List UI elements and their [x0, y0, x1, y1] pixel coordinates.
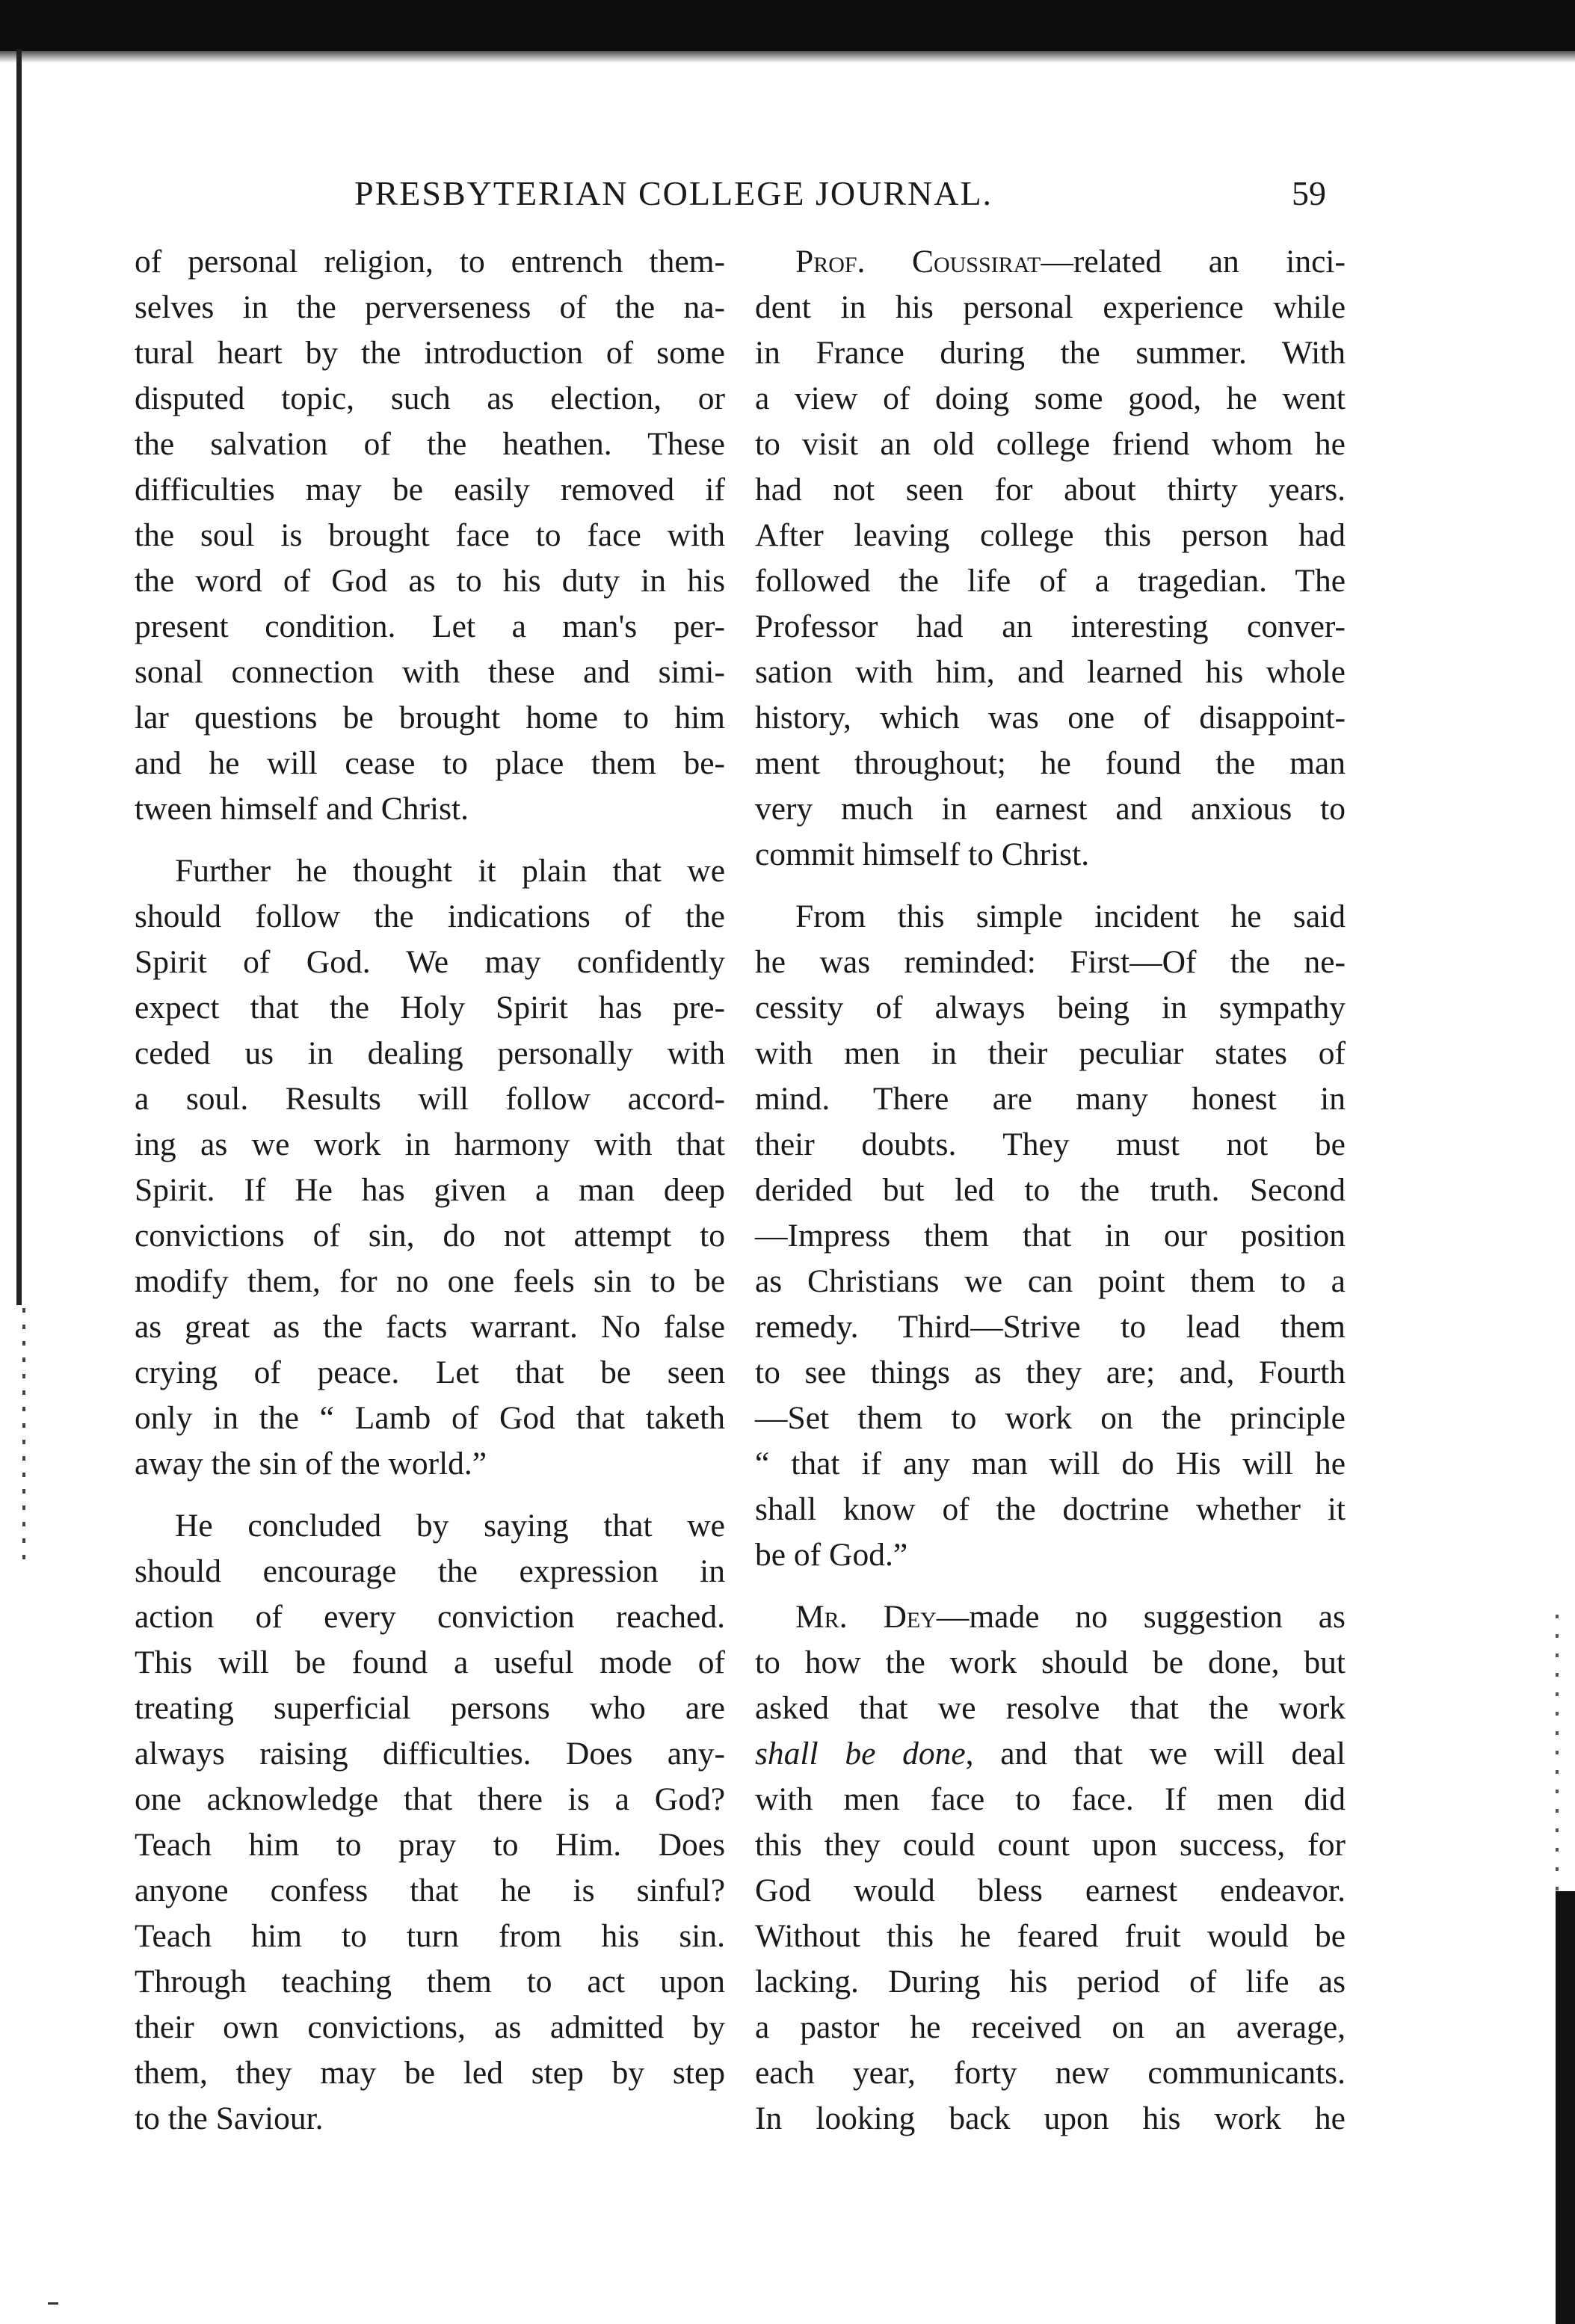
text-line: ment throughout; he found the man [755, 745, 1346, 781]
text-line: of personal religion, to entrench them- [135, 244, 725, 280]
left-column [135, 239, 725, 2158]
text-line: action of every conviction reached. [135, 1599, 725, 1635]
text-line: away the sin of the world.” [135, 1446, 487, 1482]
text-line: with men in their peculiar states of [755, 1035, 1346, 1071]
text-line: ceded us in dealing personally with [135, 1035, 725, 1071]
text-line: cessity of always being in sympathy [755, 990, 1346, 1026]
text-line [755, 1731, 1346, 1777]
text-line: anyone confess that he is sinful? [135, 1873, 725, 1908]
scan-top-band [0, 0, 1575, 51]
text-fragment: , and that we will deal [965, 1736, 1346, 1772]
text-line: their own convictions, as admitted by [135, 2009, 725, 2045]
emphasis: shall be done [755, 1736, 966, 1772]
page-header [0, 173, 1575, 218]
text-line: to how the work should be done, but [755, 1645, 1346, 1680]
text-line: tural heart by the introduction of some [135, 335, 725, 371]
text-line [755, 1594, 1346, 1640]
text-line: crying of peace. Let that be seen [135, 1354, 725, 1390]
text-line: sation with him, and learned his whole [755, 654, 1346, 690]
text-line: as great as the facts warrant. No false [135, 1309, 725, 1345]
text-line: should follow the indications of the [135, 899, 725, 934]
paragraph [135, 239, 725, 832]
text-line: lar questions be brought home to him [135, 700, 725, 736]
text-line: and he will cease to place them be- [135, 745, 725, 781]
scan-left-binding-rule [16, 49, 22, 1305]
text-line: only in the “ Lamb of God that taketh [135, 1400, 725, 1436]
text-line: —Impress them that in our position [755, 1218, 1346, 1254]
text-line: one acknowledge that there is a God? [135, 1781, 725, 1817]
text-line: to see things as they are; and, Fourth [755, 1354, 1346, 1390]
text-line: convictions of sin, do not attempt to [135, 1218, 725, 1254]
text-line: the soul is brought face to face with [135, 517, 725, 553]
text-line: This will be found a useful mode of [135, 1645, 725, 1680]
text-line: with men face to face. If men did [755, 1781, 1346, 1817]
text-line: From this simple incident he said [795, 899, 1346, 934]
scan-right-edge-specks [1556, 1615, 1559, 1891]
scan-right-edge-rule [1556, 1891, 1575, 2324]
text-line: them, they may be led step by step [135, 2055, 725, 2091]
paragraph [755, 1594, 1346, 2142]
text-line: disputed topic, such as election, or [135, 380, 725, 416]
text-line: be of God.” [755, 1537, 908, 1573]
text-line: to the Saviour. [135, 2100, 324, 2136]
text-line: remedy. Third—Strive to lead them [755, 1309, 1346, 1345]
text-line: a pastor he received on an average, [755, 2009, 1346, 2045]
text-line: Teach him to turn from his sin. [135, 1918, 725, 1954]
text-line: each year, forty new communicants. [755, 2055, 1346, 2091]
page-number: 59 [1292, 174, 1326, 212]
text-line: treating superficial persons who are [135, 1690, 725, 1726]
text-line: the salvation of the heathen. These [135, 426, 725, 462]
text-line: difficulties may be easily removed if [135, 472, 725, 508]
text-line: asked that we resolve that the work [755, 1690, 1346, 1726]
right-column [755, 239, 1346, 2158]
text-line: lacking. During his period of life as [755, 1964, 1346, 2000]
text-line: —Set them to work on the principle [755, 1400, 1346, 1436]
text-line: always raising difficulties. Does any- [135, 1736, 725, 1772]
text-line: in France during the summer. With [755, 335, 1346, 371]
text-line: mind. There are many honest in [755, 1081, 1346, 1117]
text-line: expect that the Holy Spirit has pre- [135, 990, 725, 1026]
text-line: had not seen for about thirty years. [755, 472, 1346, 508]
text-line: should encourage the expression in [135, 1553, 725, 1589]
text-line: Further he thought it plain that we [175, 853, 725, 889]
text-line [755, 239, 1346, 285]
text-line: the word of God as to his duty in his [135, 563, 725, 599]
text-line: dent in his personal experience while [755, 289, 1346, 325]
speaker-remark: —made no suggestion as [936, 1599, 1346, 1635]
scan-bottom-mark [48, 2302, 58, 2305]
text-line: tween himself and Christ. [135, 791, 469, 827]
text-line: followed the life of a tragedian. The [755, 563, 1346, 599]
text-line: Without this he feared fruit would be [755, 1918, 1346, 1954]
speaker-remark: —related an inci- [1041, 244, 1346, 280]
text-line: as Christians we can point them to a [755, 1263, 1346, 1299]
paragraph [755, 894, 1346, 1578]
text-line: Spirit. If He has given a man deep [135, 1172, 725, 1208]
running-head: PRESBYTERIAN COLLEGE JOURNAL. [354, 174, 993, 212]
text-line: a soul. Results will follow accord- [135, 1081, 725, 1117]
text-line: he was reminded: First—Of the ne- [755, 944, 1346, 980]
text-line: selves in the perverseness of the na- [135, 289, 725, 325]
text-line: Through teaching them to act upon [135, 1964, 725, 2000]
text-line: this they could count upon success, for [755, 1827, 1346, 1863]
paragraph [135, 1503, 725, 2142]
paragraph [135, 848, 725, 1487]
text-line: ing as we work in harmony with that [135, 1126, 725, 1162]
text-line: shall know of the doctrine whether it [755, 1491, 1346, 1527]
text-line: God would bless earnest endeavor. [755, 1873, 1346, 1908]
text-line: After leaving college this person had [755, 517, 1346, 553]
text-line: their doubts. They must not be [755, 1126, 1346, 1162]
paragraph [755, 239, 1346, 878]
text-line: He concluded by saying that we [175, 1508, 725, 1544]
speaker-name: Prof. Coussirat [795, 244, 1041, 280]
text-line: history, which was one of disappoint- [755, 700, 1346, 736]
text-line: In looking back upon his work he [755, 2100, 1346, 2136]
text-line: Teach him to pray to Him. Does [135, 1827, 725, 1863]
text-line: a view of doing some good, he went [755, 380, 1346, 416]
text-line: “ that if any man will do His will he [755, 1446, 1346, 1482]
text-line: commit himself to Christ. [755, 836, 1090, 872]
text-line: very much in earnest and anxious to [755, 791, 1346, 827]
scan-left-binding-specks [22, 1308, 25, 1562]
text-line: to visit an old college friend whom he [755, 426, 1346, 462]
text-line: sonal connection with these and simi- [135, 654, 725, 690]
text-line: derided but led to the truth. Second [755, 1172, 1346, 1208]
text-line: modify them, for no one feels sin to be [135, 1263, 725, 1299]
text-line: Professor had an interesting conver- [755, 608, 1346, 644]
text-line: present condition. Let a man's per- [135, 608, 725, 644]
speaker-name: Mr. Dey [795, 1599, 937, 1635]
text-line: Spirit of God. We may confidently [135, 944, 725, 980]
scan-top-band-edge [0, 46, 1575, 63]
